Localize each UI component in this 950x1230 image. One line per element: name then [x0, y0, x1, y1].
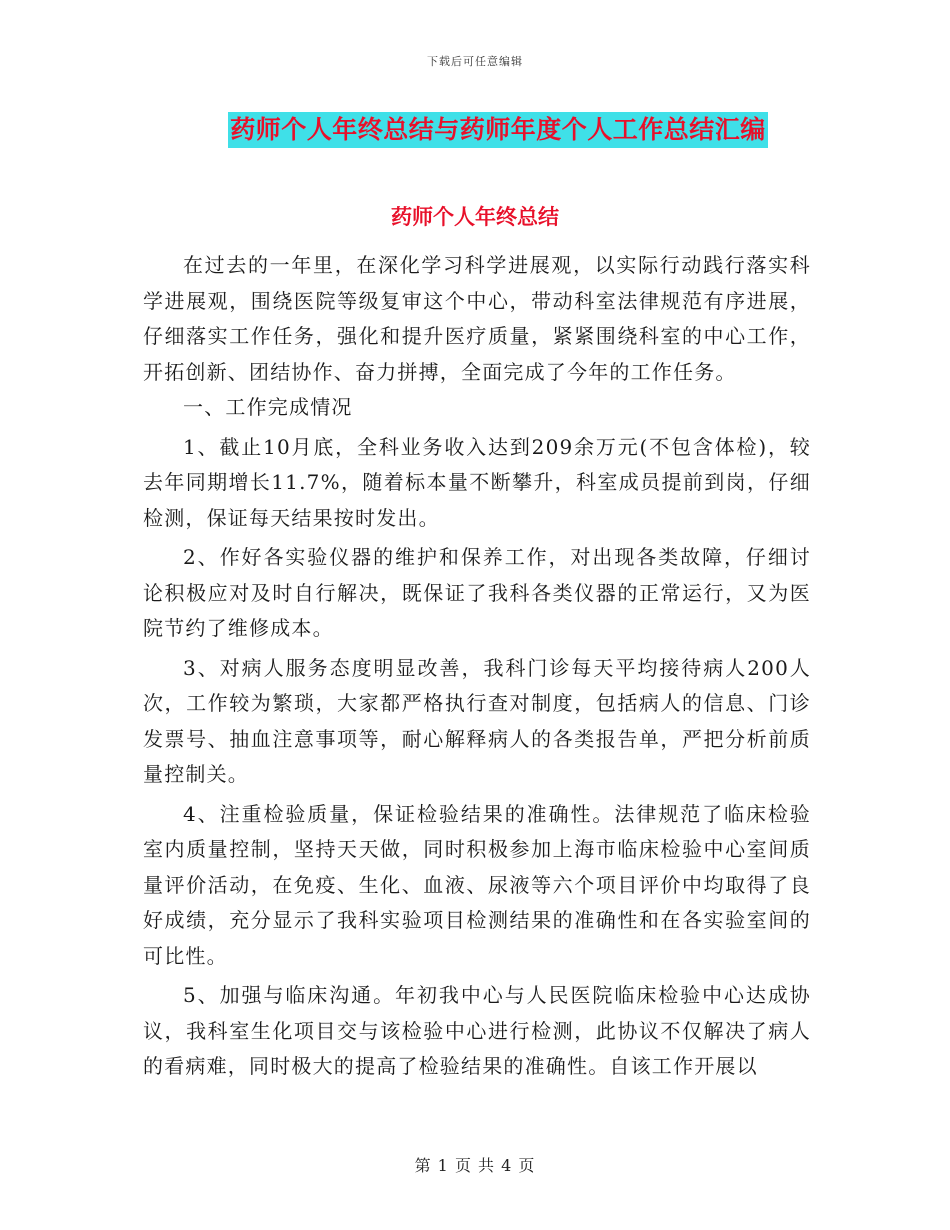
header-note: 下载后可任意编辑: [427, 55, 523, 68]
paragraph: 4、注重检验质量，保证检验结果的准确性。法律规范了临床检验室内质量控制，坚持天天做，同时积极参加上海市临床检验中心室间质量评价活动，在免疫、生化、血液、尿液等六个项目评价中均取得了良好成绩，充分显示了我科实验项目检测结果的准确性和在各实验室间的可比性。: [143, 801, 811, 968]
paragraph: 在过去的一年里，在深化学习科学进展观，以实际行动践行落实科学进展观，围绕医院等级复审这个中心，带动科室法律规范有序进展，仔细落实工作任务，强化和提升医疗质量，紧紧围绕科室的中心工作，开拓创新、团结协作、奋力拼搏，全面完成了今年的工作任务。: [143, 253, 811, 384]
main-title: 药师个人年终总结与药师年度个人工作总结汇编: [228, 112, 768, 148]
paragraph: 3、对病人服务态度明显改善，我科门诊每天平均接待病人200人次，工作较为繁琐，大家都严格执行查对制度，包括病人的信息、门诊发票号、抽血注意事项等，耐心解释病人的各类报告单，严把分析前质量控制关。: [143, 655, 811, 786]
paragraph: 2、作好各实验仪器的维护和保养工作，对出现各类故障，仔细讨论积极应对及时自行解决，既保证了我科各类仪器的正常运行，又为医院节约了维修成本。: [143, 545, 811, 640]
paragraph: 1、截止10月底，全科业务收入达到209余万元(不包含体检)，较去年同期增长11.7%，随着标本量不断攀升，科室成员提前到岗，仔细检测，保证每天结果按时发出。: [143, 434, 811, 530]
section-title: 药师个人年终总结: [391, 204, 559, 229]
main-title-container: [0, 112, 950, 148]
paragraph: 一、工作完成情况: [183, 395, 353, 419]
paragraph: 5、加强与临床沟通。年初我中心与人民医院临床检验中心达成协议，我科室生化项目交与该检验中心进行检测，此协议不仅解决了病人的看病难，同时极大的提高了检验结果的准确性。自该工作开展以: [143, 983, 811, 1078]
page-number: 第 1 页 共 4 页: [414, 1156, 536, 1175]
document-body: [143, 248, 811, 1085]
